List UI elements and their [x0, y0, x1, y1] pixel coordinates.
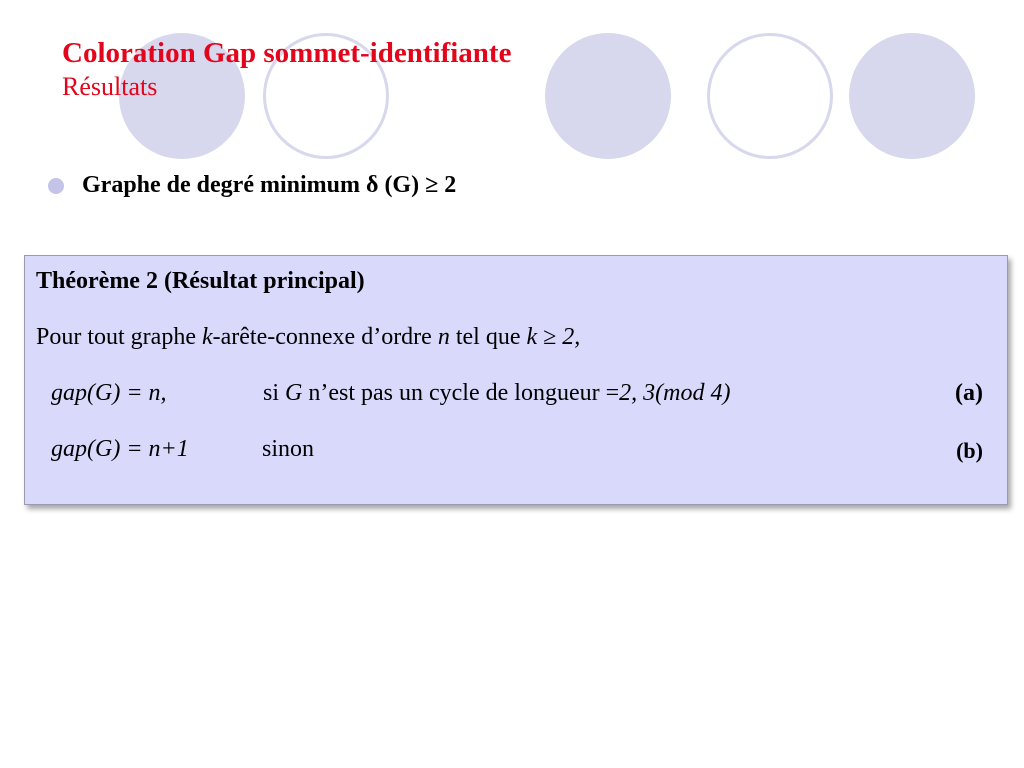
case-a-condition — [263, 380, 730, 407]
case-a-tag: (a) — [955, 380, 983, 406]
theorem-statement — [36, 324, 580, 351]
bullet-item — [48, 172, 456, 199]
case-b-formula — [51, 436, 189, 463]
decor-circle-4 — [707, 33, 833, 159]
case-a-mod: 2, 3(mod 4) — [619, 380, 731, 406]
slide-title — [62, 34, 511, 102]
statement-text-1: Pour tout graphe — [36, 324, 202, 350]
case-a-formula — [51, 380, 167, 407]
title-subtitle: Résultats — [62, 72, 158, 101]
title-main: Coloration Gap sommet-identifiante — [62, 37, 512, 69]
case-a-text-2: n’est pas un cycle de longueur = — [302, 380, 620, 406]
case-a-equation: gap(G) = n, — [51, 380, 167, 406]
statement-condition: k ≥ 2, — [526, 324, 581, 350]
case-b-equation: gap(G) = n+1 — [51, 436, 189, 462]
decor-circle-5 — [849, 33, 975, 159]
statement-var-n: n — [437, 324, 450, 350]
bullet-dot-icon — [48, 178, 64, 194]
decor-circle-3 — [545, 33, 671, 159]
case-a-text-1: si — [263, 380, 286, 406]
statement-text-3: tel que — [449, 324, 527, 350]
statement-var-k: k — [201, 324, 213, 350]
theorem-box — [24, 255, 1008, 505]
theorem-title: Théorème 2 (Résultat principal) — [36, 268, 365, 294]
case-b-condition: sinon — [262, 436, 315, 462]
case-b-tag: (b) — [956, 438, 983, 463]
statement-text-2: -arête-connexe d’ordre — [212, 324, 438, 350]
case-a-var-g: G — [285, 380, 303, 406]
bullet-text: Graphe de degré minimum δ (G) ≥ 2 — [82, 172, 457, 198]
